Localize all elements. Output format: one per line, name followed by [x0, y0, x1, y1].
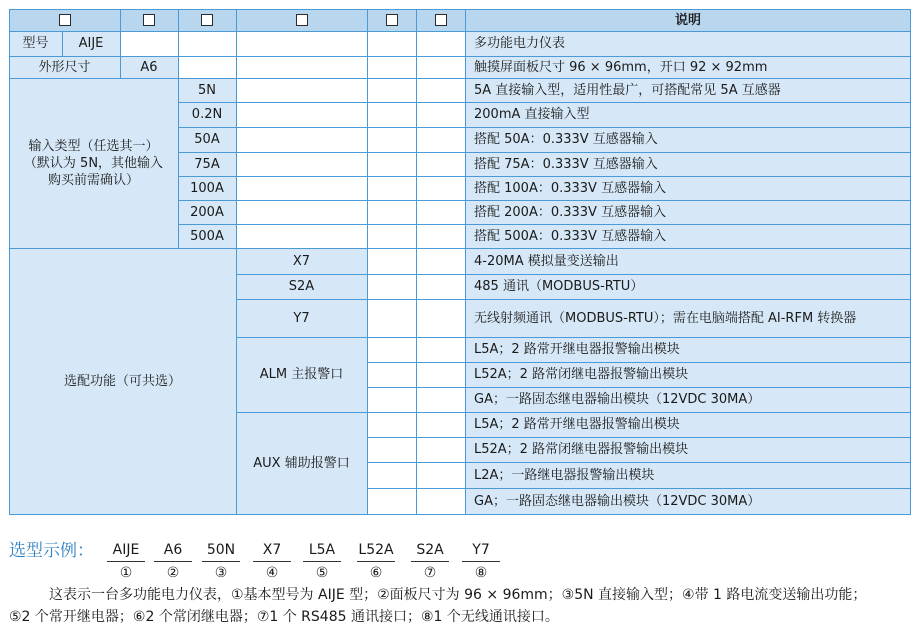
input-code-75a: 75A: [178, 152, 236, 176]
input-desc-100a: 搭配 100A：0.333V 互感器输入: [465, 176, 911, 200]
aux-desc-l5a: L5A；2 路常开继电器报警输出模块: [465, 412, 911, 437]
checkbox-square-icon: [143, 14, 155, 26]
checkbox-square-icon: [435, 14, 447, 26]
input-desc-75a: 搭配 75A：0.333V 互感器输入: [465, 152, 911, 176]
checkbox-square-icon: [386, 14, 398, 26]
alm-desc-l5a: L5A；2 路常开继电器报警输出模块: [465, 337, 911, 362]
explanation-line-2: ⑤2 个常开继电器；⑥2 个常闭继电器；⑦1 个 RS485 通讯接口；⑧1 个无线通讯接口。: [9, 609, 559, 625]
size-desc: 触摸屏面板尺寸 96 × 96mm，开口 92 × 92mm: [465, 56, 911, 78]
code-underline: [462, 561, 500, 562]
options-label: 选配功能（可共选）: [9, 248, 236, 515]
rule: [236, 9, 237, 515]
code-number: ②: [166, 565, 180, 581]
rule: [9, 78, 911, 79]
header-cell-1: [9, 9, 120, 31]
rule: [236, 412, 911, 413]
rule: [416, 9, 417, 515]
rule: [367, 462, 911, 463]
code-value: L52A: [358, 542, 394, 558]
model-label: 型号: [9, 31, 62, 56]
comm-desc-y7: 无线射频通讯（MODBUS-RTU）；需在电脑端搭配 AI-RFM 转换器: [465, 299, 911, 337]
code-value: Y7: [472, 542, 490, 558]
rule: [9, 56, 911, 57]
rule: [9, 31, 911, 32]
rule: [367, 387, 911, 388]
code-underline: [411, 561, 449, 562]
rule: [178, 127, 911, 128]
code-number: ⑧: [474, 565, 488, 581]
code-value: AIJE: [112, 542, 140, 558]
header-desc: 说明: [465, 9, 911, 31]
rule: [367, 362, 911, 363]
checkbox-square-icon: [296, 14, 308, 26]
header-cell-6: [416, 9, 465, 31]
explanation-line-1: 这表示一台多功能电力仪表，①基本型号为 AIJE 型；②面板尺寸为 96 × 96mm；③5N 直接输入型；④带 1 路电流变送输出功能；: [49, 587, 867, 603]
input-code-200a: 200A: [178, 200, 236, 224]
input-code-100a: 100A: [178, 176, 236, 200]
input-desc-500a: 搭配 500A：0.333V 互感器输入: [465, 224, 911, 248]
rule: [465, 9, 466, 515]
code-value: S2A: [416, 542, 444, 558]
rule: [178, 176, 911, 177]
example-code: [102, 540, 150, 582]
rule: [178, 152, 911, 153]
code-underline: [154, 561, 192, 562]
example-code: [352, 540, 400, 582]
checkbox-square-icon: [201, 14, 213, 26]
input-code-5n: 5N: [178, 78, 236, 102]
example-code: [298, 540, 346, 582]
rule: [120, 9, 121, 78]
code-underline: [202, 561, 240, 562]
rule: [236, 274, 911, 275]
selection-table: [9, 9, 911, 515]
input-desc-200a: 搭配 200A：0.333V 互感器输入: [465, 200, 911, 224]
rule-top: [9, 9, 911, 10]
rule: [178, 9, 179, 248]
rule: [367, 437, 911, 438]
aux-label: AUX 辅助报警口: [236, 412, 367, 515]
aux-desc-l2a: L2A；一路继电器报警输出模块: [465, 462, 911, 488]
alm-label: ALM 主报警口: [236, 337, 367, 412]
code-underline: [107, 561, 145, 562]
alm-desc-l52a: L52A；2 路常闭继电器报警输出模块: [465, 362, 911, 387]
aux-desc-l52a: L52A；2 路常闭继电器报警输出模块: [465, 437, 911, 462]
code-value: X7: [262, 542, 282, 558]
aux-desc-ga: GA；一路固态继电器输出模块（12VDC 30MA）: [465, 488, 911, 515]
size-label: 外形尺寸: [9, 56, 120, 78]
rule: [178, 102, 911, 103]
comm-desc-x7: 4-20MA 模拟量变送输出: [465, 248, 911, 274]
input-type-label: 输入类型（任选其一）（默认为 5N，其他输入购买前需确认）: [9, 78, 178, 248]
code-underline: [357, 561, 395, 562]
input-code-500a: 500A: [178, 224, 236, 248]
rule-bottom: [9, 514, 911, 515]
input-desc-50a: 搭配 50A：0.333V 互感器输入: [465, 127, 911, 152]
code-value: L5A: [308, 542, 336, 558]
example-explanation: [9, 584, 909, 628]
rule: [367, 9, 368, 515]
input-code-0.2n: 0.2N: [178, 102, 236, 127]
code-number: ①: [119, 565, 133, 581]
code-number: ③: [214, 565, 228, 581]
code-number: ⑦: [423, 565, 437, 581]
rule: [9, 248, 911, 249]
example-code: [457, 540, 505, 582]
rule: [62, 31, 63, 56]
code-number: ⑤: [315, 565, 329, 581]
example-code: [248, 540, 296, 582]
example-code: [406, 540, 454, 582]
header-cell-3: [178, 9, 236, 31]
rule: [178, 200, 911, 201]
code-number: ⑥: [369, 565, 383, 581]
input-code-50a: 50A: [178, 127, 236, 152]
alm-desc-ga: GA；一路固态继电器输出模块（12VDC 30MA）: [465, 387, 911, 412]
code-underline: [303, 561, 341, 562]
example-label: 选型示例：: [9, 541, 94, 561]
example-code: [149, 540, 197, 582]
rule: [178, 224, 911, 225]
input-desc-5n: 5A 直接输入型，适用性最广，可搭配常见 5A 互感器: [465, 78, 911, 102]
rule: [367, 488, 911, 489]
rule-left: [9, 9, 10, 515]
model-value: AIJE: [62, 31, 120, 56]
example-code: [197, 540, 245, 582]
model-desc: 多功能电力仪表: [465, 31, 911, 56]
header-cell-5: [367, 9, 416, 31]
rule-right: [910, 9, 911, 515]
rule: [236, 299, 911, 300]
code-value: A6: [163, 542, 183, 558]
header-cell-2: [120, 9, 178, 31]
header-cell-4: [236, 9, 367, 31]
code-underline: [253, 561, 291, 562]
comm-desc-s2a: 485 通讯（MODBUS-RTU）: [465, 274, 911, 299]
code-value: 50N: [206, 542, 236, 558]
code-number: ④: [265, 565, 279, 581]
checkbox-square-icon: [59, 14, 71, 26]
comm-code-s2a: S2A: [236, 274, 367, 299]
input-desc-0.2n: 200mA 直接输入型: [465, 102, 911, 127]
rule: [236, 337, 911, 338]
comm-code-y7: Y7: [236, 299, 367, 337]
size-value: A6: [120, 56, 178, 78]
comm-code-x7: X7: [236, 248, 367, 274]
